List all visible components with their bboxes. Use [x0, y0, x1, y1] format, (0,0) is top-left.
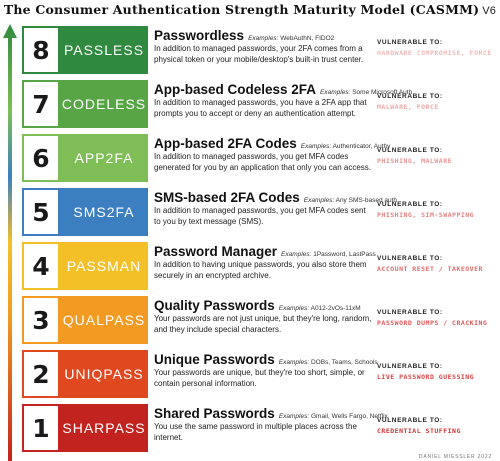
level-code: PASSMAN: [60, 242, 148, 290]
level-row: [22, 242, 500, 290]
level-description: In addition to having unique passwords, you also store them securely in an encrypted archive.: [154, 260, 367, 280]
vulnerable-value: LIVE PASSWORD GUESSING: [377, 373, 475, 381]
level-heading: [154, 134, 391, 151]
examples-label: Examples:: [278, 359, 310, 366]
level-name: SMS-based 2FA Codes: [154, 190, 300, 205]
level-examples: [279, 359, 378, 366]
level-name: App-based 2FA Codes: [154, 136, 297, 151]
level-badge: [22, 296, 148, 344]
vulnerable-value: PASSWORD DUMPS / CRACKING: [377, 319, 488, 327]
level-number: 3: [22, 296, 60, 344]
examples-value: Any SMS-based auth: [335, 197, 398, 204]
level-examples: [248, 35, 334, 42]
level-name: App-based Codeless 2FA: [154, 82, 317, 97]
examples-label: Examples:: [278, 305, 310, 312]
vulnerable-value: CREDENTIAL STUFFING: [377, 427, 461, 435]
level-vulnerability: [377, 308, 500, 328]
page-title: [0, 0, 500, 20]
level-vulnerability: [377, 92, 500, 112]
level-row: [22, 134, 500, 182]
level-heading: [154, 26, 374, 43]
examples-value: WebAuthN, FIDO2: [280, 35, 335, 42]
maturity-arrow: [2, 24, 18, 461]
examples-label: Examples:: [278, 413, 310, 420]
level-description: Your passwords are not just unique, but they're long, random, and they include special characters.: [154, 314, 372, 334]
examples-value: Authenticator, Authy: [332, 143, 391, 150]
level-name: Shared Passwords: [154, 406, 275, 421]
examples-label: Examples:: [248, 35, 279, 42]
level-name: Quality Passwords: [154, 298, 275, 313]
examples-label: Examples:: [303, 197, 335, 204]
level-examples: [279, 413, 388, 420]
level-row: [22, 296, 500, 344]
level-content: [154, 26, 374, 74]
level-row: [22, 26, 500, 74]
level-description: In addition to managed passwords, you have a 2FA app that prompts you to accept or deny an authentication attempt.: [154, 98, 367, 118]
level-code: SHARPASS: [60, 404, 148, 452]
vulnerable-label: VULNERABLE TO:: [377, 201, 443, 208]
level-badge: [22, 404, 148, 452]
level-row: [22, 80, 500, 128]
vulnerable-label: VULNERABLE TO:: [377, 255, 443, 262]
level-name: Password Manager: [154, 244, 278, 259]
level-description: In addition to managed passwords, you get MFA codes sent to you by text message (SMS).: [154, 206, 366, 226]
level-row: [22, 404, 500, 452]
level-badge: [22, 188, 148, 236]
level-vulnerability: [377, 416, 500, 436]
level-content: [154, 350, 378, 398]
level-number: 8: [22, 26, 60, 74]
level-number: 2: [22, 350, 60, 398]
level-name: Unique Passwords: [154, 352, 275, 367]
level-description: You use the same password in multiple places across the internet.: [154, 422, 357, 442]
level-vulnerability: [377, 254, 500, 274]
level-code: APP2FA: [60, 134, 148, 182]
level-content: [154, 404, 388, 452]
level-badge: [22, 80, 148, 128]
level-heading: [154, 242, 374, 259]
level-examples: [279, 305, 361, 312]
level-badge: [22, 242, 148, 290]
level-heading: [154, 404, 388, 421]
level-vulnerability: [377, 38, 500, 58]
level-description: In addition to managed passwords, you get MFA codes generated for you by an application that only you can access.: [154, 152, 372, 172]
credit-text: DANIEL MIESSLER 2022: [418, 454, 492, 460]
level-badge: [22, 26, 148, 74]
vulnerable-label: VULNERABLE TO:: [377, 417, 443, 424]
level-number: 6: [22, 134, 60, 182]
level-number: 7: [22, 80, 60, 128]
level-description: In addition to managed passwords, your 2FA comes from a physical token or your mobile/desktop's built-in trust center.: [154, 44, 364, 64]
vulnerable-value: HARDWARE COMPROMISE, FORCE: [377, 49, 492, 57]
level-heading: [154, 296, 374, 313]
level-description: Your passwords are unique, but they're too short, simple, or contain personal information.: [154, 368, 365, 388]
level-code: SMS2FA: [60, 188, 148, 236]
examples-value: DOBs, Teams, Schools: [310, 359, 378, 366]
level-content: [154, 188, 398, 236]
examples-label: Examples:: [281, 251, 312, 258]
level-number: 4: [22, 242, 60, 290]
level-examples: [281, 251, 376, 258]
examples-value: Some Microsoft Auth: [352, 89, 413, 96]
level-heading: [154, 188, 398, 205]
examples-value: 1Password, LastPass: [313, 251, 376, 258]
vulnerable-label: VULNERABLE TO:: [377, 363, 443, 370]
vulnerable-value: PHISHING, SIM-SWAPPING: [377, 211, 475, 219]
level-code: CODELESS: [60, 80, 148, 128]
level-code: UNIQPASS: [60, 350, 148, 398]
examples-value: A012-2vOs-11xM: [310, 305, 361, 312]
level-row: [22, 350, 500, 398]
level-number: 1: [22, 404, 60, 452]
level-number: 5: [22, 188, 60, 236]
level-vulnerability: [377, 362, 500, 382]
level-heading: [154, 80, 413, 97]
level-name: Passwordless: [154, 28, 245, 43]
vulnerable-label: VULNERABLE TO:: [377, 39, 443, 46]
examples-value: Gmail, Wells Fargo, Netflix: [310, 413, 388, 420]
title-text: The Consumer Authentication Strength Maturity Model (CASMM): [3, 2, 480, 17]
level-row: [22, 188, 500, 236]
level-content: [154, 242, 374, 290]
vulnerable-value: PHISHING, MALWARE: [377, 157, 453, 165]
level-content: [154, 296, 374, 344]
version-label: V6: [482, 5, 497, 17]
examples-label: Examples:: [300, 143, 332, 150]
level-code: QUALPASS: [60, 296, 148, 344]
level-code: PASSLESS: [60, 26, 148, 74]
level-vulnerability: [377, 200, 500, 220]
level-badge: [22, 134, 148, 182]
vulnerable-value: MALWARE, FORCE: [377, 103, 439, 111]
examples-label: Examples:: [320, 89, 351, 96]
vulnerable-label: VULNERABLE TO:: [377, 147, 443, 154]
vulnerable-label: VULNERABLE TO:: [377, 309, 443, 316]
level-badge: [22, 350, 148, 398]
level-vulnerability: [377, 146, 500, 166]
vulnerable-label: VULNERABLE TO:: [377, 93, 443, 100]
vulnerable-value: ACCOUNT RESET / TAKEOVER: [377, 265, 483, 273]
level-content: [154, 134, 391, 182]
level-heading: [154, 350, 378, 367]
